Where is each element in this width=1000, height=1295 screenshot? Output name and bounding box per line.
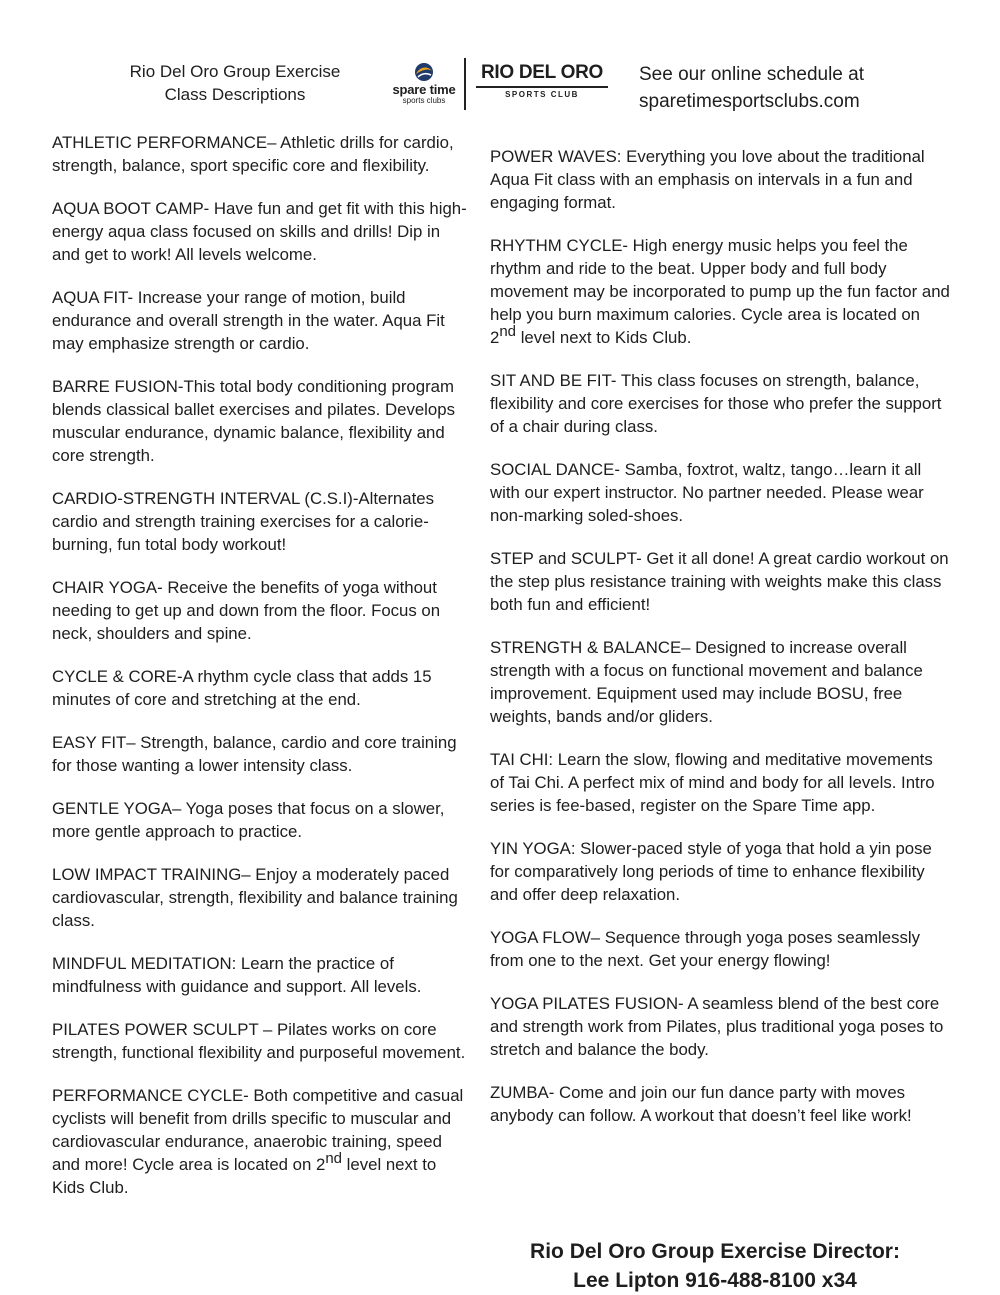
description-text: GENTLE YOGA– Yoga poses that focus on a slower, more gentle approach to practice.	[52, 799, 445, 841]
description-text: RHYTHM CYCLE- High energy music helps you feel the rhythm and ride to the beat. Upper body and full body movement may be incorporated to pump up the fun factor and help you burn maximum calories. Cycle area is located on 2	[490, 236, 950, 347]
description-text-continued: level next to Kids Club.	[52, 1155, 437, 1197]
class-description	[52, 665, 472, 711]
description-text: CHAIR YOGA- Receive the benefits of yoga without needing to get up and down from the floor. Focus on neck, shoulders and spine.	[52, 578, 441, 643]
class-description-text	[52, 863, 472, 932]
director-name-phone: Lee Lipton 916-488-8100 x34	[573, 1269, 857, 1292]
spare-time-name: spare time	[392, 82, 456, 97]
class-description-text	[490, 234, 950, 349]
class-description-text	[490, 926, 950, 972]
class-description-text	[52, 731, 472, 777]
class-description-text	[52, 576, 472, 645]
description-text: PERFORMANCE CYCLE- Both competitive and casual cyclists will benefit from drills specific to muscular and cardiovascular endurance, anaerobic training, speed and more! Cycle area is located on 2	[52, 1086, 464, 1174]
class-description	[490, 636, 950, 728]
class-description	[490, 547, 950, 616]
class-description	[490, 234, 950, 349]
class-description	[52, 952, 472, 998]
class-description	[52, 1084, 472, 1199]
description-text: AQUA FIT- Increase your range of motion, build endurance and overall strength in the water. Aqua Fit may emphasize strength or cardio.	[52, 288, 445, 353]
class-description-text	[52, 1084, 472, 1199]
spare-time-logo	[384, 60, 464, 110]
description-text: TAI CHI: Learn the slow, flowing and meditative movements of Tai Chi. A perfect mix of mind and body for all levels. Intro series is fee-based, register on the Spare Time app.	[490, 750, 935, 815]
class-description	[490, 748, 950, 817]
title-line-2: Class Descriptions	[164, 85, 306, 104]
class-description-text	[490, 636, 950, 728]
class-description-text	[52, 797, 472, 843]
ordinal-suffix: nd	[499, 323, 517, 340]
class-description	[490, 369, 950, 438]
description-text: ZUMBA- Come and join our fun dance party with moves anybody can follow. A workout that doesn’t feel like work!	[490, 1083, 912, 1125]
class-description-text	[490, 547, 950, 616]
class-description-text	[52, 952, 472, 998]
class-description	[490, 145, 950, 214]
description-text: CYCLE & CORE-A rhythm cycle class that adds 15 minutes of core and stretching at the end.	[52, 667, 432, 709]
description-text: AQUA BOOT CAMP- Have fun and get fit with this high-energy aqua class focused on skills and drills! Dip in and get to work! All levels welcome.	[52, 199, 467, 264]
class-description-text	[52, 375, 472, 467]
spare-time-subtitle: sports clubs	[402, 96, 446, 105]
class-description	[52, 487, 472, 556]
description-text: STRENGTH & BALANCE– Designed to increase overall strength with a focus on functional movement and balance improvement. Equipment used may include BOSU, free weights, bands and/or gliders.	[490, 638, 923, 726]
rio-del-oro-rule	[476, 86, 608, 88]
description-text: YOGA FLOW– Sequence through yoga poses seamlessly from one to the next. Get your energy flowing!	[490, 928, 921, 970]
description-text: POWER WAVES: Everything you love about the traditional Aqua Fit class with an emphasis on intervals in a fun and engaging format.	[490, 147, 925, 212]
schedule-line-1: See our online schedule at	[639, 64, 864, 85]
class-description	[490, 926, 950, 972]
class-description-text	[490, 992, 950, 1061]
class-description-text	[490, 1081, 950, 1127]
class-description-text	[490, 837, 950, 906]
description-text: SIT AND BE FIT- This class focuses on strength, balance, flexibility and core exercises for those who prefer the support of a chair during class.	[490, 371, 942, 436]
class-description-text	[52, 197, 472, 266]
description-text: MINDFUL MEDITATION: Learn the practice of mindfulness with guidance and support. All levels.	[52, 954, 422, 996]
director-contact	[470, 1237, 960, 1295]
class-description	[52, 863, 472, 932]
description-text: SOCIAL DANCE- Samba, foxtrot, waltz, tango…learn it all with our expert instructor. No partner needed. Please wear non-marking soled-shoes.	[490, 460, 924, 525]
class-description-text	[52, 1018, 472, 1064]
class-description	[52, 197, 472, 266]
ordinal-suffix: nd	[325, 1150, 342, 1167]
description-text: ATHLETIC PERFORMANCE– Athletic drills for cardio, strength, balance, sport specific core and flexibility.	[52, 133, 454, 175]
class-description	[52, 1018, 472, 1064]
description-text: BARRE FUSION-This total body conditioning program blends classical ballet exercises and pilates. Develops muscular endurance, dynamic balance, flexibility and core strength.	[52, 377, 455, 465]
rio-del-oro-name: RIO DEL ORO	[481, 62, 603, 83]
class-description	[490, 1081, 950, 1127]
class-description	[490, 992, 950, 1061]
description-text: PILATES POWER SCULPT – Pilates works on core strength, functional flexibility and purposeful movement.	[52, 1020, 466, 1062]
class-description-text	[490, 145, 950, 214]
class-description	[52, 131, 472, 177]
class-description	[490, 458, 950, 527]
director-title: Rio Del Oro Group Exercise Director:	[530, 1240, 900, 1263]
description-text-continued: level next to Kids Club.	[516, 328, 692, 347]
class-description-text	[490, 369, 950, 438]
left-column-descriptions	[52, 131, 472, 1219]
spare-time-swirl-icon	[413, 62, 435, 82]
class-description-text	[52, 131, 472, 177]
class-description	[52, 576, 472, 645]
right-column-descriptions	[490, 145, 950, 1147]
online-schedule-note	[639, 61, 979, 115]
logo-divider	[464, 58, 466, 110]
class-description	[52, 286, 472, 355]
description-text: EASY FIT– Strength, balance, cardio and core training for those wanting a lower intensity class.	[52, 733, 457, 775]
class-description-text	[52, 286, 472, 355]
description-text: CARDIO-STRENGTH INTERVAL (C.S.I)-Alternates cardio and strength training exercises for a calorie-burning, fun total body workout!	[52, 489, 434, 554]
class-description	[52, 731, 472, 777]
class-description	[52, 797, 472, 843]
class-description	[52, 375, 472, 467]
description-text: LOW IMPACT TRAINING– Enjoy a moderately paced cardiovascular, strength, flexibility and balance training class.	[52, 865, 458, 930]
schedule-url: sparetimesportsclubs.com	[639, 91, 860, 112]
class-description	[490, 837, 950, 906]
class-description-text	[490, 748, 950, 817]
class-description-text	[490, 458, 950, 527]
description-text: STEP and SCULPT- Get it all done! A great cardio workout on the step plus resistance training with weights make this class both fun and efficient!	[490, 549, 949, 614]
description-text: YOGA PILATES FUSION- A seamless blend of the best core and strength work from Pilates, plus traditional yoga poses to stretch and balance the body.	[490, 994, 944, 1059]
class-description-text	[52, 665, 472, 711]
class-description-text	[52, 487, 472, 556]
title-line-1: Rio Del Oro Group Exercise	[129, 62, 341, 81]
rio-del-oro-logo	[472, 62, 612, 100]
rio-del-oro-subtitle: SPORTS CLUB	[505, 90, 579, 99]
description-text: YIN YOGA: Slower-paced style of yoga that hold a yin pose for comparatively long periods of time to enhance flexibility and offer deep relaxation.	[490, 839, 932, 904]
document-title	[100, 60, 370, 106]
